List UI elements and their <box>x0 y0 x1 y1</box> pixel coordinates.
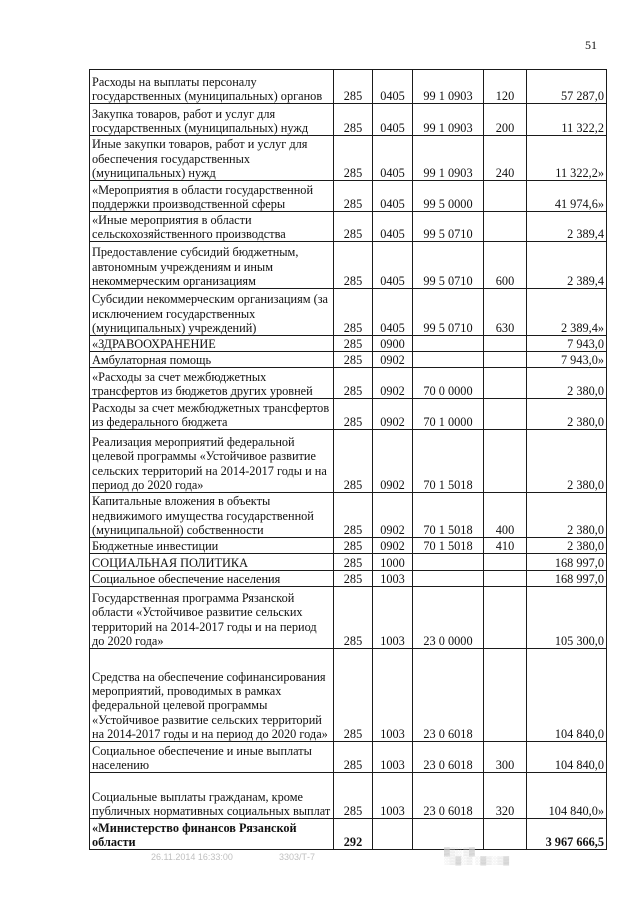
row-name: Социальные выплаты гражданам, кроме публичных нормативных социальных выплат <box>90 773 334 819</box>
row-target-article: 99 1 0903 <box>413 104 484 136</box>
row-section-code: 1003 <box>373 571 413 587</box>
row-expense-type <box>484 399 527 430</box>
row-expense-type <box>484 649 527 742</box>
table-row <box>90 181 607 212</box>
row-name: Бюджетные инвестиции <box>90 538 334 554</box>
row-name: Социальное обеспечение и иные выплаты населению <box>90 742 334 773</box>
row-name: Закупка товаров, работ и услуг для государственных (муниципальных) нужд <box>90 104 334 136</box>
row-expense-type: 320 <box>484 773 527 819</box>
budget-table <box>89 69 607 850</box>
table-row <box>90 493 607 538</box>
row-ministry-code: 285 <box>334 289 373 336</box>
row-ministry-code: 285 <box>334 587 373 649</box>
row-amount: 7 943,0 <box>527 336 607 352</box>
row-section-code: 0405 <box>373 242 413 289</box>
row-ministry-code: 285 <box>334 352 373 368</box>
row-name: Расходы за счет межбюджетных трансфертов из федерального бюджета <box>90 399 334 430</box>
row-name: Государственная программа Рязанской области «Устойчивое развитие сельских территорий на 2014-2017 годы и на период до 2020 года» <box>90 587 334 649</box>
table-row <box>90 554 607 571</box>
row-ministry-code: 285 <box>334 399 373 430</box>
row-target-article: 70 1 5018 <box>413 430 484 493</box>
row-amount: 168 997,0 <box>527 571 607 587</box>
row-target-article: 99 5 0000 <box>413 181 484 212</box>
footer-document-code: 3303/Т-7 <box>279 852 316 862</box>
row-ministry-code: 285 <box>334 368 373 399</box>
row-target-article: 70 1 5018 <box>413 493 484 538</box>
row-name: Социальное обеспечение населения <box>90 571 334 587</box>
row-section-code: 0902 <box>373 368 413 399</box>
row-section-code: 0902 <box>373 430 413 493</box>
table-row <box>90 352 607 368</box>
row-amount: 104 840,0 <box>527 649 607 742</box>
row-expense-type: 120 <box>484 70 527 104</box>
row-amount: 104 840,0» <box>527 773 607 819</box>
row-ministry-code: 285 <box>334 493 373 538</box>
table-row <box>90 368 607 399</box>
row-target-article: 70 0 0000 <box>413 368 484 399</box>
row-expense-type: 410 <box>484 538 527 554</box>
row-amount: 41 974,6» <box>527 181 607 212</box>
row-name: Предоставление субсидий бюджетным, автономным учреждениям и иным некоммерческим организациям <box>90 242 334 289</box>
row-section-code: 1003 <box>373 742 413 773</box>
table-row <box>90 538 607 554</box>
row-section-code <box>373 819 413 850</box>
row-ministry-code: 285 <box>334 554 373 571</box>
row-name: «Расходы за счет межбюджетных трансфертов из бюджетов других уровней <box>90 368 334 399</box>
page-number: 51 <box>585 38 597 52</box>
row-target-article: 99 5 0710 <box>413 212 484 242</box>
table-row <box>90 399 607 430</box>
row-target-article: 23 0 6018 <box>413 649 484 742</box>
row-amount: 2 389,4» <box>527 289 607 336</box>
row-target-article: 70 1 0000 <box>413 399 484 430</box>
table-row <box>90 587 607 649</box>
row-ministry-code: 285 <box>334 70 373 104</box>
row-name: Расходы на выплаты персоналу государственных (муниципальных) органов <box>90 70 334 104</box>
row-expense-type <box>484 571 527 587</box>
row-section-code: 0405 <box>373 104 413 136</box>
table-row <box>90 649 607 742</box>
footer-stamp-mark: ▓▒░ ▒▓ ░▒▓░▒ ░▓▒░▒▓ <box>444 847 510 865</box>
row-expense-type <box>484 554 527 571</box>
row-amount: 7 943,0» <box>527 352 607 368</box>
row-ministry-code: 285 <box>334 773 373 819</box>
row-name: «Министерство финансов Рязанской области <box>90 819 334 850</box>
table-row <box>90 336 607 352</box>
row-target-article: 99 1 0903 <box>413 70 484 104</box>
row-expense-type <box>484 212 527 242</box>
row-ministry-code: 285 <box>334 742 373 773</box>
row-expense-type: 200 <box>484 104 527 136</box>
row-target-article <box>413 554 484 571</box>
row-expense-type <box>484 430 527 493</box>
row-amount: 105 300,0 <box>527 587 607 649</box>
row-name: Капитальные вложения в объекты недвижимого имущества государственной (муниципальной) собственности <box>90 493 334 538</box>
row-section-code: 1003 <box>373 773 413 819</box>
row-expense-type: 400 <box>484 493 527 538</box>
row-ministry-code: 285 <box>334 136 373 181</box>
table-row <box>90 773 607 819</box>
row-section-code: 1003 <box>373 587 413 649</box>
row-ministry-code: 285 <box>334 430 373 493</box>
row-ministry-code: 285 <box>334 181 373 212</box>
table-row <box>90 242 607 289</box>
table-row <box>90 136 607 181</box>
row-expense-type <box>484 181 527 212</box>
row-ministry-code: 285 <box>334 336 373 352</box>
row-ministry-code: 292 <box>334 819 373 850</box>
row-section-code: 0900 <box>373 336 413 352</box>
row-target-article: 23 0 6018 <box>413 773 484 819</box>
table-row <box>90 104 607 136</box>
row-target-article: 99 5 0710 <box>413 242 484 289</box>
row-section-code: 0405 <box>373 212 413 242</box>
row-name: Реализация мероприятий федеральной целевой программы «Устойчивое развитие сельских территорий на 2014-2017 годы и на период до 2020 года» <box>90 430 334 493</box>
row-ministry-code: 285 <box>334 538 373 554</box>
row-expense-type: 240 <box>484 136 527 181</box>
row-target-article: 99 1 0903 <box>413 136 484 181</box>
row-ministry-code: 285 <box>334 104 373 136</box>
row-section-code: 0405 <box>373 136 413 181</box>
row-expense-type <box>484 352 527 368</box>
row-ministry-code: 285 <box>334 212 373 242</box>
row-target-article: 99 5 0710 <box>413 289 484 336</box>
row-amount: 168 997,0 <box>527 554 607 571</box>
row-amount: 104 840,0 <box>527 742 607 773</box>
row-amount: 2 380,0 <box>527 538 607 554</box>
row-name: Средства на обеспечение софинансирования мероприятий, проводимых в рамках федеральной целевой программы «Устойчивое развитие сельских территорий на 2014-2017 годы и на период до 2020 года» <box>90 649 334 742</box>
table-row <box>90 70 607 104</box>
row-amount: 57 287,0 <box>527 70 607 104</box>
row-name: СОЦИАЛЬНАЯ ПОЛИТИКА <box>90 554 334 571</box>
table-row <box>90 430 607 493</box>
footer-timestamp: 26.11.2014 16:33:00 <box>151 852 233 862</box>
row-ministry-code: 285 <box>334 242 373 289</box>
row-section-code: 1000 <box>373 554 413 571</box>
row-amount: 2 380,0 <box>527 399 607 430</box>
table-row <box>90 819 607 850</box>
row-expense-type <box>484 819 527 850</box>
table-row <box>90 289 607 336</box>
row-target-article <box>413 819 484 850</box>
row-ministry-code: 285 <box>334 571 373 587</box>
row-expense-type <box>484 336 527 352</box>
row-target-article: 23 0 6018 <box>413 742 484 773</box>
row-amount: 2 380,0 <box>527 430 607 493</box>
row-amount: 2 389,4 <box>527 242 607 289</box>
row-name: «Мероприятия в области государственной поддержки производственной сферы <box>90 181 334 212</box>
row-section-code: 0902 <box>373 399 413 430</box>
row-target-article: 70 1 5018 <box>413 538 484 554</box>
row-target-article: 23 0 0000 <box>413 587 484 649</box>
row-section-code: 1003 <box>373 649 413 742</box>
row-target-article <box>413 336 484 352</box>
row-section-code: 0405 <box>373 181 413 212</box>
row-amount: 11 322,2 <box>527 104 607 136</box>
row-target-article <box>413 352 484 368</box>
row-name: Иные закупки товаров, работ и услуг для обеспечения государственных (муниципальных) нужд <box>90 136 334 181</box>
row-expense-type: 600 <box>484 242 527 289</box>
row-name: «Иные мероприятия в области сельскохозяйственного производства <box>90 212 334 242</box>
row-target-article <box>413 571 484 587</box>
row-section-code: 0405 <box>373 70 413 104</box>
row-section-code: 0902 <box>373 538 413 554</box>
row-expense-type <box>484 587 527 649</box>
row-amount: 11 322,2» <box>527 136 607 181</box>
row-expense-type: 630 <box>484 289 527 336</box>
row-section-code: 0902 <box>373 352 413 368</box>
row-name: Субсидии некоммерческим организациям (за исключением государственных (муниципальных) учреждений) <box>90 289 334 336</box>
row-amount: 2 380,0 <box>527 493 607 538</box>
row-expense-type <box>484 368 527 399</box>
row-name: Амбулаторная помощь <box>90 352 334 368</box>
row-amount: 3 967 666,5 <box>527 819 607 850</box>
row-expense-type: 300 <box>484 742 527 773</box>
table-row <box>90 212 607 242</box>
table-row <box>90 571 607 587</box>
row-section-code: 0902 <box>373 493 413 538</box>
row-amount: 2 380,0 <box>527 368 607 399</box>
row-ministry-code: 285 <box>334 649 373 742</box>
row-amount: 2 389,4 <box>527 212 607 242</box>
row-name: «ЗДРАВООХРАНЕНИЕ <box>90 336 334 352</box>
row-section-code: 0405 <box>373 289 413 336</box>
table-row <box>90 742 607 773</box>
